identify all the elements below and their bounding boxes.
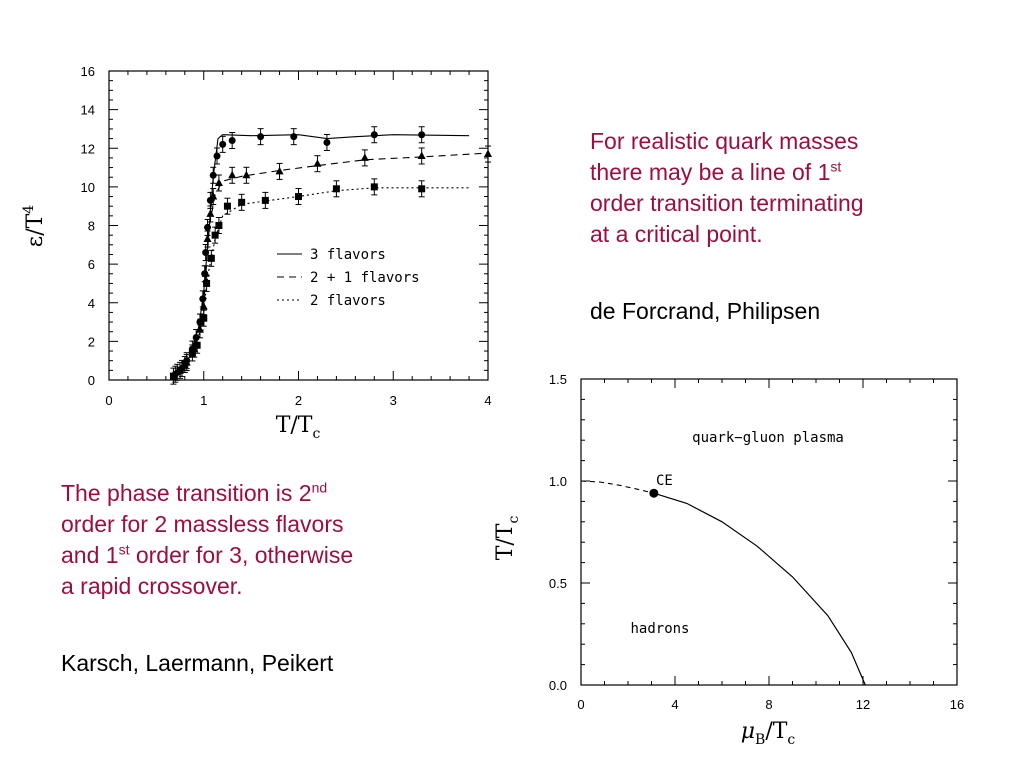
- data-point-circle: [229, 137, 236, 144]
- y-tick-label: 2: [87, 334, 95, 350]
- data-point-square: [418, 185, 425, 192]
- x-tick-label: 1: [200, 393, 208, 408]
- y-tick-label: 1.0: [548, 474, 567, 489]
- note-sup: st: [118, 541, 130, 558]
- crossover-dashed-line: [581, 481, 654, 493]
- x-tick-label: 3: [389, 393, 397, 408]
- first-order-line: [654, 493, 865, 685]
- data-point-square: [200, 315, 207, 322]
- legend-label: 3 flavors: [310, 247, 386, 263]
- y-tick-label: 0.0: [548, 678, 567, 693]
- data-point-circle: [323, 139, 330, 146]
- note-line: a rapid crossover.: [61, 573, 243, 599]
- data-point-triangle: [242, 171, 250, 179]
- left-authors: Karsch, Laermann, Peikert: [61, 650, 334, 676]
- y-tick-label: 1.5: [548, 372, 567, 387]
- data-point-circle: [371, 131, 378, 138]
- data-point-square: [208, 255, 215, 262]
- phase-transition-note: [61, 478, 353, 602]
- legend-label: 2 + 1 flavors: [310, 270, 420, 286]
- y-tick-label: 14: [80, 102, 95, 118]
- right-authors: de Forcrand, Philipsen: [590, 298, 821, 324]
- y-tick-label: 16: [80, 64, 95, 79]
- x-tick-label: 16: [949, 697, 965, 712]
- critical-endpoint-marker: [649, 489, 658, 498]
- x-tick-label: 0: [577, 697, 585, 712]
- data-point-triangle: [361, 153, 369, 161]
- note-sup: nd: [311, 479, 328, 496]
- data-point-square: [181, 361, 188, 368]
- critical-point-note: [590, 126, 864, 250]
- data-point-square: [262, 197, 269, 204]
- data-point-circle: [257, 133, 264, 140]
- data-point-triangle: [313, 159, 321, 167]
- x-tick-label: 2: [294, 393, 303, 408]
- note-line: at a critical point.: [590, 221, 763, 247]
- note-line: [61, 478, 353, 509]
- data-point-square: [224, 203, 231, 210]
- x-tick-label: 4: [671, 697, 679, 712]
- data-point-square: [295, 193, 302, 200]
- x-tick-label: 0: [105, 393, 113, 408]
- note-line: order transition terminating: [590, 190, 864, 216]
- y-tick-label: 0: [87, 373, 95, 388]
- x-tick-label: 4: [484, 393, 492, 408]
- legend-label: 2 flavors: [310, 293, 386, 309]
- data-point-square: [194, 342, 201, 349]
- data-point-triangle: [200, 302, 208, 310]
- data-point-circle: [219, 141, 226, 148]
- x-axis-label: $T/T_c$: [275, 413, 321, 442]
- x-axis-label: $\mu_B/T_c$: [740, 719, 796, 748]
- series-curve: [177, 153, 488, 374]
- y-tick-label: 8: [87, 218, 95, 234]
- note-line: [590, 157, 864, 188]
- data-point-square: [212, 232, 219, 239]
- plot-frame: [581, 379, 957, 685]
- note-text: and 1: [61, 542, 119, 568]
- data-point-square: [371, 183, 378, 190]
- data-point-circle: [418, 131, 425, 138]
- y-axis-label: $\varepsilon/T^4$: [21, 204, 48, 248]
- y-tick-label: 6: [87, 257, 95, 273]
- data-point-square: [203, 280, 210, 287]
- note-text: The phase transition is 2: [61, 480, 312, 506]
- y-tick-label: 10: [80, 179, 95, 195]
- note-line: [61, 540, 353, 571]
- note-text: order for 3, otherwise: [129, 542, 354, 568]
- y-tick-label: 4: [87, 295, 95, 311]
- data-point-triangle: [484, 150, 492, 158]
- note-text: there may be a line of 1: [590, 159, 831, 185]
- data-point-triangle: [215, 179, 223, 187]
- data-point-triangle: [206, 209, 214, 217]
- data-point-triangle: [418, 151, 426, 159]
- note-sup: st: [830, 158, 842, 175]
- note-line: For realistic quark masses: [590, 128, 859, 154]
- annotation-ce: CE: [656, 473, 673, 489]
- y-tick-label: 12: [80, 141, 95, 157]
- data-point-square: [333, 185, 340, 192]
- data-point-square: [238, 199, 245, 206]
- data-point-square: [170, 373, 177, 380]
- annotation-hadrons: hadrons: [630, 621, 690, 637]
- plot-frame: [109, 71, 488, 380]
- data-point-circle: [290, 133, 297, 140]
- annotation-quark-gluon-plasma: quark−gluon plasma: [692, 430, 844, 446]
- data-point-circle: [210, 172, 217, 179]
- y-tick-label: 0.5: [548, 576, 567, 591]
- data-point-circle: [214, 152, 221, 159]
- data-point-triangle: [228, 171, 236, 179]
- x-tick-label: 12: [855, 697, 871, 712]
- x-tick-label: 8: [765, 697, 773, 712]
- note-line: order for 2 massless flavors: [61, 511, 344, 537]
- energy-density-plot-area: [21, 64, 492, 442]
- data-point-square: [215, 222, 222, 229]
- y-axis-label: $T/T_c$: [493, 515, 522, 561]
- phase-diagram-plot-area: [493, 372, 964, 748]
